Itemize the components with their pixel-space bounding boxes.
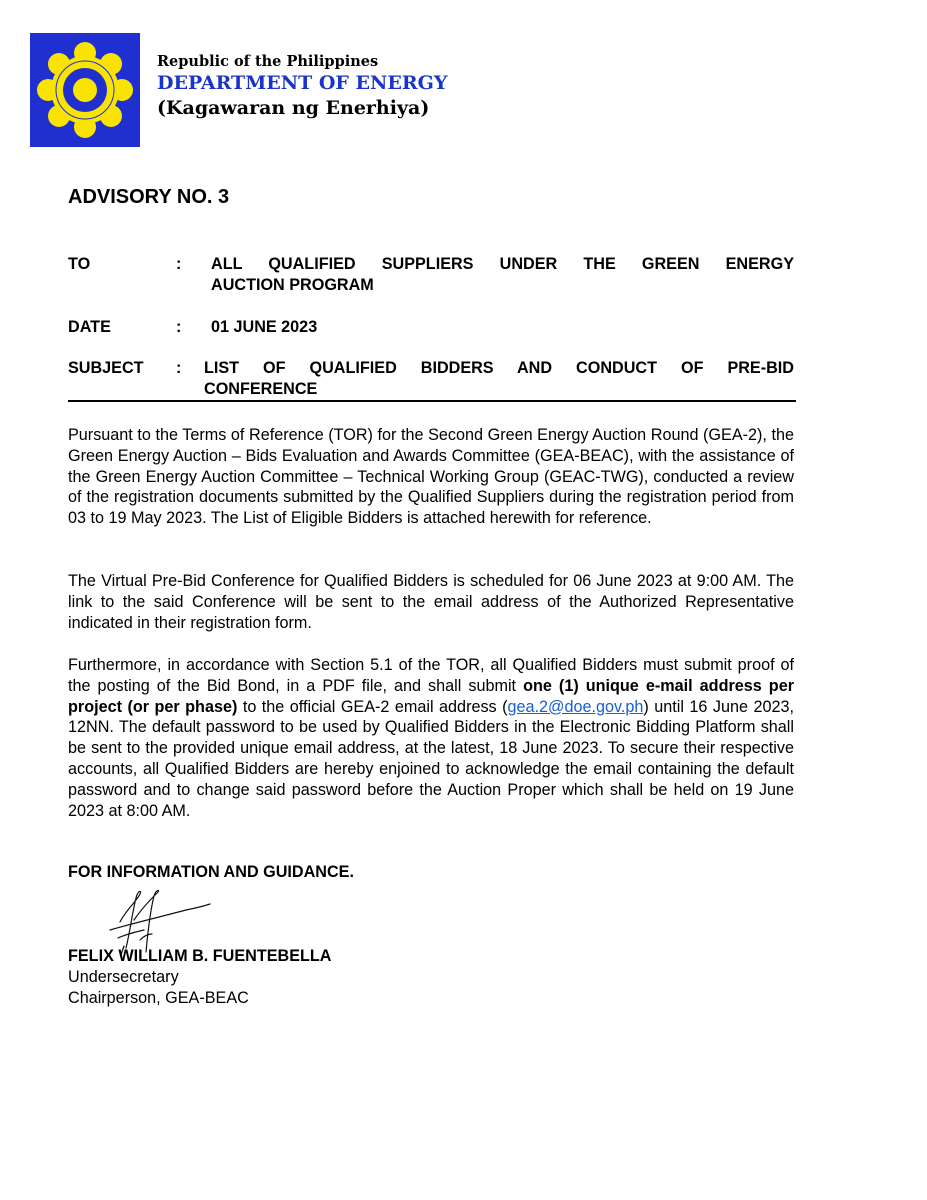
signatory-title: Chairperson, GEA-BEAC bbox=[68, 989, 249, 1007]
subject-value-line: LIST OF QUALIFIED BIDDERS AND CONDUCT OF PRE-BID bbox=[204, 359, 794, 377]
body-paragraph-2: The Virtual Pre-Bid Conference for Qualified Bidders is scheduled for 06 June 2023 at 9:00 AM. The link to the said Conference will be sent to the email address of the Authorized Representative indicated in their registration form. bbox=[68, 572, 794, 632]
subject-colon: : bbox=[176, 359, 182, 377]
subject-label: SUBJECT bbox=[68, 359, 144, 377]
to-value bbox=[211, 254, 794, 296]
letterhead bbox=[157, 52, 447, 121]
to-colon: : bbox=[176, 255, 182, 273]
advisory-title: ADVISORY NO. 3 bbox=[68, 186, 230, 208]
doe-seal-icon bbox=[30, 33, 140, 147]
body-paragraph-3 bbox=[68, 655, 794, 821]
department-name: DEPARTMENT OF ENERGY bbox=[157, 72, 448, 94]
memo-to-row bbox=[68, 254, 794, 298]
header-divider bbox=[68, 400, 796, 402]
p3-text: Furthermore, in accordance with Section 5.1 of the TOR, all Qualified Bidders must submit proof of the posting of the Bid Bond, in a PDF file, and shall submit bbox=[68, 656, 794, 695]
date-colon: : bbox=[176, 318, 182, 336]
republic-label: Republic of the Philippines bbox=[157, 53, 379, 70]
p3-emphasis: one (1) unique e-mail address per project (or per phase) bbox=[68, 676, 794, 716]
subject-value-line: CONFERENCE bbox=[204, 380, 318, 398]
subject-value bbox=[204, 358, 794, 400]
memo-subject-row bbox=[68, 358, 794, 402]
to-value-line: AUCTION PROGRAM bbox=[211, 276, 374, 294]
memo-date-row bbox=[68, 317, 794, 339]
to-label: TO bbox=[68, 255, 91, 273]
email-link[interactable]: gea.2@doe.gov.ph bbox=[507, 697, 644, 716]
date-label: DATE bbox=[68, 318, 111, 336]
signatory-title: Undersecretary bbox=[68, 968, 179, 986]
closing-line: FOR INFORMATION AND GUIDANCE. bbox=[68, 863, 354, 881]
signatory-name: FELIX WILLIAM B. FUENTEBELLA bbox=[68, 947, 332, 965]
department-name-filipino: (Kagawaran ng Enerhiya) bbox=[157, 97, 430, 119]
body-paragraph-1: Pursuant to the Terms of Reference (TOR) for the Second Green Energy Auction Round (GEA-2), the Green Energy Auction – Bids Evaluation and Awards Committee (GEA-BEAC), with the assistance of the Green Energy Auction Committee – Technical Working Group (GEAC-TWG), conducted a review of the registration documents submitted by the Qualified Suppliers during the registration period from 03 to 19 May 2023. The List of Eligible Bidders is attached herewith for reference. bbox=[68, 426, 794, 528]
signatory-block bbox=[68, 946, 331, 1009]
p3-text: ) until 16 June 2023, 12NN. The default password to be used by Qualified Bidders in the Electronic Bidding Platform shall be sent to the provided unique email address, at the latest, 18 June 2023. To secure their respective accounts, all Qualified Bidders are hereby enjoined to acknowledge the email containing the default password and to change said password before the Auction Proper which shall be held on 19 June 2023 at 8:00 AM. bbox=[68, 697, 794, 820]
to-value-line: ALL QUALIFIED SUPPLIERS UNDER THE GREEN ENERGY bbox=[211, 255, 794, 273]
p3-text: to the official GEA-2 email address ( bbox=[237, 697, 508, 716]
date-value: 01 JUNE 2023 bbox=[211, 318, 318, 336]
